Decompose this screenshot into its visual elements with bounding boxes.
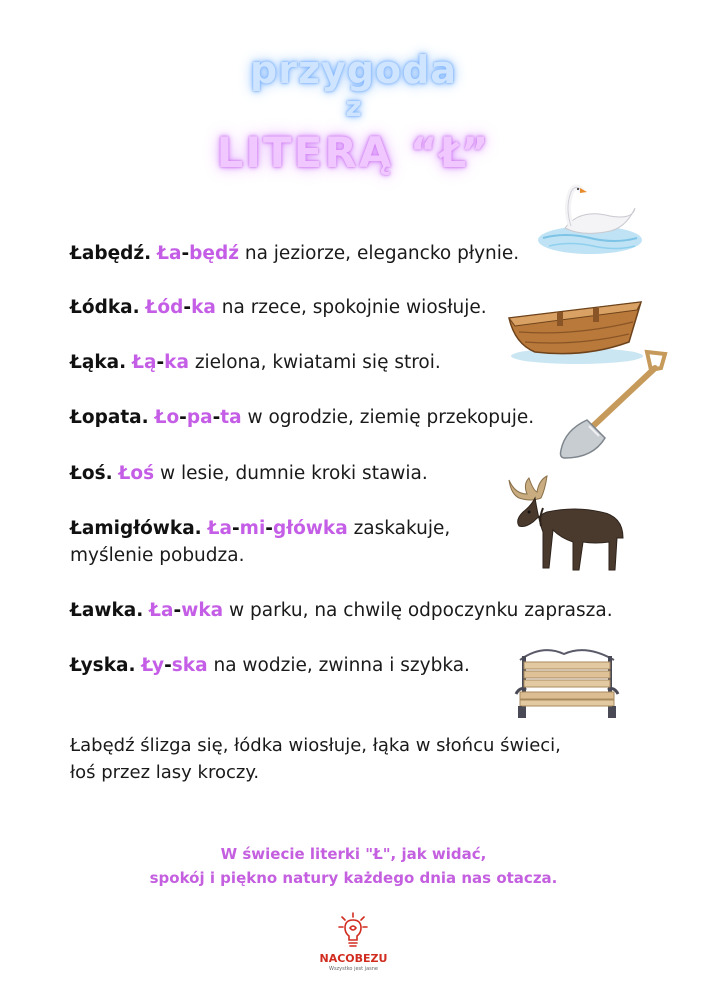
row-text: w lesie, dumnie kroki stawia.	[154, 463, 428, 484]
row-text: na wodzie, zwinna i szybka.	[207, 655, 470, 676]
syllable: będź	[189, 243, 239, 264]
title-line-2: z	[345, 90, 362, 123]
title-line-3: LITERĄ “Ł”	[216, 128, 491, 177]
row-text: zaskakuje,	[347, 518, 451, 539]
summary-paragraph	[70, 732, 561, 786]
row-lyska: Łyska. Ły-ska na wodzie, zwinna i szybka.	[70, 655, 470, 676]
moral-line-1: W świecie literki "Ł", jak widać,	[220, 845, 487, 863]
syllable: mi	[239, 518, 266, 539]
row-los	[70, 460, 428, 487]
syllable: ka	[191, 297, 216, 318]
moral-line-2: spokój i piękno natury każdego dnia nas otacza.	[149, 869, 558, 887]
syllable: Ło	[154, 407, 180, 428]
row-word: Łąka.	[70, 352, 127, 373]
row-text: na rzece, spokojnie wiosłuje.	[215, 297, 487, 318]
swan-illustration	[535, 178, 645, 263]
syllable: Ła	[207, 518, 232, 539]
row-laka: Łąka. Łą-ka zielona, kwiatami się stroi.	[70, 352, 441, 373]
logo-tagline: Wszystko jest jasne	[329, 966, 378, 972]
syllable: Ły	[141, 655, 165, 676]
syllable: główka	[272, 518, 348, 539]
shovel-illustration	[553, 346, 668, 464]
syllable: Łą	[132, 352, 157, 373]
row-word: Łódka.	[70, 297, 140, 318]
syllable: Łoś	[118, 463, 155, 484]
row-lamiglowka: Łamigłówka. Ła-mi-główka zaskakuje, myślenie pobudza.	[70, 518, 451, 566]
row-word: Łabędź.	[70, 243, 152, 264]
row-word: Ławka.	[70, 600, 144, 621]
syllable: Ła	[149, 600, 174, 621]
row-text: w ogrodzie, ziemię przekopuje.	[241, 407, 535, 428]
row-lawka: Ławka. Ła-wka w parku, na chwilę odpoczynku zaprasza.	[70, 600, 613, 621]
summary-line-1: Łabędź ślizga się, łódka wiosłuje, łąka w słońcu świeci,	[70, 735, 561, 756]
row-word: Łyska.	[70, 655, 136, 676]
row-word: Łopata.	[70, 407, 149, 428]
row-lopata: Łopata. Ło-pa-ta w ogrodzie, ziemię przekopuje.	[70, 407, 535, 428]
syllable: pa	[186, 407, 213, 428]
syllable: Ła	[157, 243, 182, 264]
syllable: Łód	[145, 297, 184, 318]
syllable: ka	[164, 352, 189, 373]
syllable: wka	[181, 600, 224, 621]
row-text: w parku, na chwilę odpoczynku zaprasza.	[223, 600, 613, 621]
title-line-1: przygoda	[250, 48, 457, 92]
row-lodka: Łódka. Łód-ka na rzece, spokojnie wiosłuje.	[70, 297, 487, 318]
lightbulb-logo-icon	[338, 912, 368, 950]
summary-line-2: łoś przez lasy kroczy.	[70, 762, 260, 783]
row-text: na jeziorze, elegancko płynie.	[238, 243, 520, 264]
syllable: ta	[220, 407, 242, 428]
logo-name: NACOBEZU	[319, 952, 388, 965]
moose-illustration	[505, 472, 630, 574]
row-text: zielona, kwiatami się stroi.	[188, 352, 441, 373]
row-text-continued: myślenie pobudza.	[70, 545, 245, 566]
row-word: Łoś.	[70, 463, 113, 484]
syllable: ska	[171, 655, 208, 676]
row-word: Łamigłówka.	[70, 518, 202, 539]
row-labedz: Łabędź. Ła-będź na jeziorze, elegancko płynie.	[70, 243, 520, 264]
bench-illustration	[512, 642, 622, 722]
